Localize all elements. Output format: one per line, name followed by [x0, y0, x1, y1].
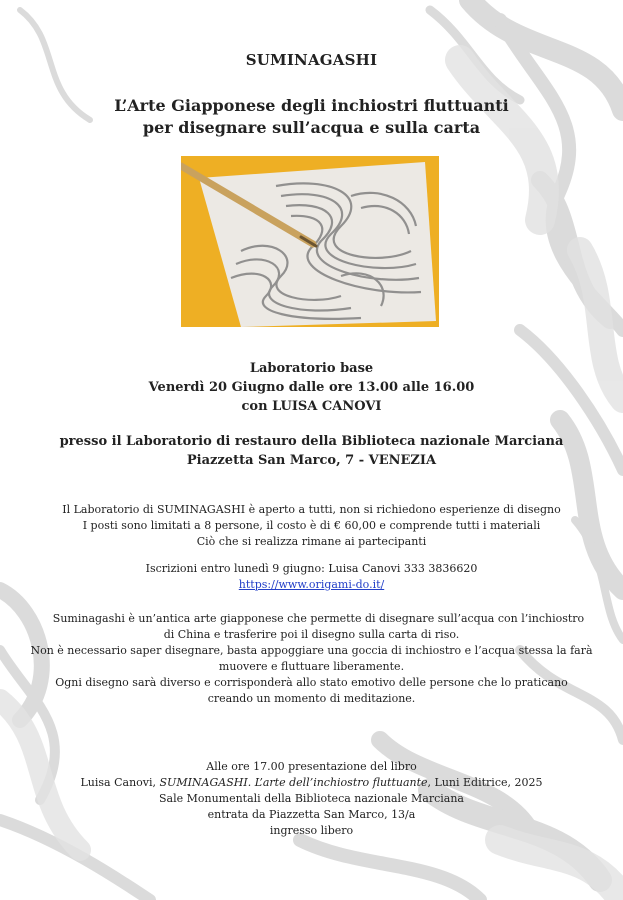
- about-line-3: Non è necessario saper disegnare, basta appoggiare una goccia di inchiostro e l’acqua stessa la farà: [30, 644, 593, 657]
- info-line-1: Il Laboratorio di SUMINAGASHI è aperto a tutti, non si richiedono esperienze di disegno: [62, 503, 561, 516]
- workshop-info: [0, 502, 623, 550]
- subtitle: [0, 95, 623, 139]
- presentation-line-4: entrata da Piazzetta San Marco, 13/a: [207, 808, 416, 821]
- presentation-line-3: Sale Monumentali della Biblioteca nazionale Marciana: [158, 792, 464, 805]
- presentation-book-line: [0, 775, 623, 791]
- about-line-5: Ogni disegno sarà diverso e corrisponderà allo stato emotivo delle persone che lo praticano: [55, 676, 568, 689]
- website-link[interactable]: https://www.origami-do.it/: [238, 578, 385, 591]
- book-title: SUMINAGASHI. L’arte dell’inchiostro fluttuante: [159, 776, 428, 789]
- about-line-6: creando un momento di meditazione.: [207, 692, 416, 705]
- workshop-teacher: con LUISA CANOVI: [241, 399, 382, 414]
- page-title: SUMINAGASHI: [245, 51, 378, 69]
- presentation-line-1: Alle ore 17.00 presentazione del libro: [206, 760, 417, 773]
- venue: [0, 432, 623, 470]
- book-author: Luisa Canovi,: [80, 776, 160, 789]
- venue-line-2: Piazzetta San Marco, 7 - VENEZIA: [186, 453, 437, 468]
- info-line-2: I posti sono limitati a 8 persone, il costo è di € 60,00 e comprende tutti i materiali: [82, 519, 541, 532]
- about-line-4: muovere e fluttuare liberamente.: [218, 660, 405, 673]
- venue-line-1: presso il Laboratorio di restauro della Biblioteca nazionale Marciana: [59, 434, 564, 449]
- registration: [0, 561, 623, 593]
- book-publisher: , Luni Editrice, 2025: [427, 776, 543, 789]
- registration-text: Iscrizioni entro lunedì 9 giugno: Luisa Canovi 333 3836620: [145, 562, 478, 575]
- about-line-2: di China e trasferire poi il disegno sulla carta di riso.: [163, 628, 460, 641]
- workshop-details: [0, 359, 623, 416]
- presentation-line-5: ingresso libero: [269, 824, 354, 837]
- suminagashi-photo: [181, 156, 439, 327]
- about-suminagashi: [20, 611, 603, 707]
- subtitle-line-2: per disegnare sull’acqua e sulla carta: [142, 118, 481, 137]
- subtitle-line-1: L’Arte Giapponese degli inchiostri fluttuanti: [114, 96, 509, 115]
- about-line-1: Suminagashi è un’antica arte giapponese che permette di disegnare sull’acqua con l’inchiostro: [52, 612, 585, 625]
- workshop-type: Laboratorio base: [249, 361, 374, 376]
- info-line-3: Ciò che si realizza rimane ai partecipanti: [196, 535, 427, 548]
- workshop-date: Venerdì 20 Giugno dalle ore 13.00 alle 16.00: [148, 380, 475, 395]
- book-presentation: [0, 759, 623, 839]
